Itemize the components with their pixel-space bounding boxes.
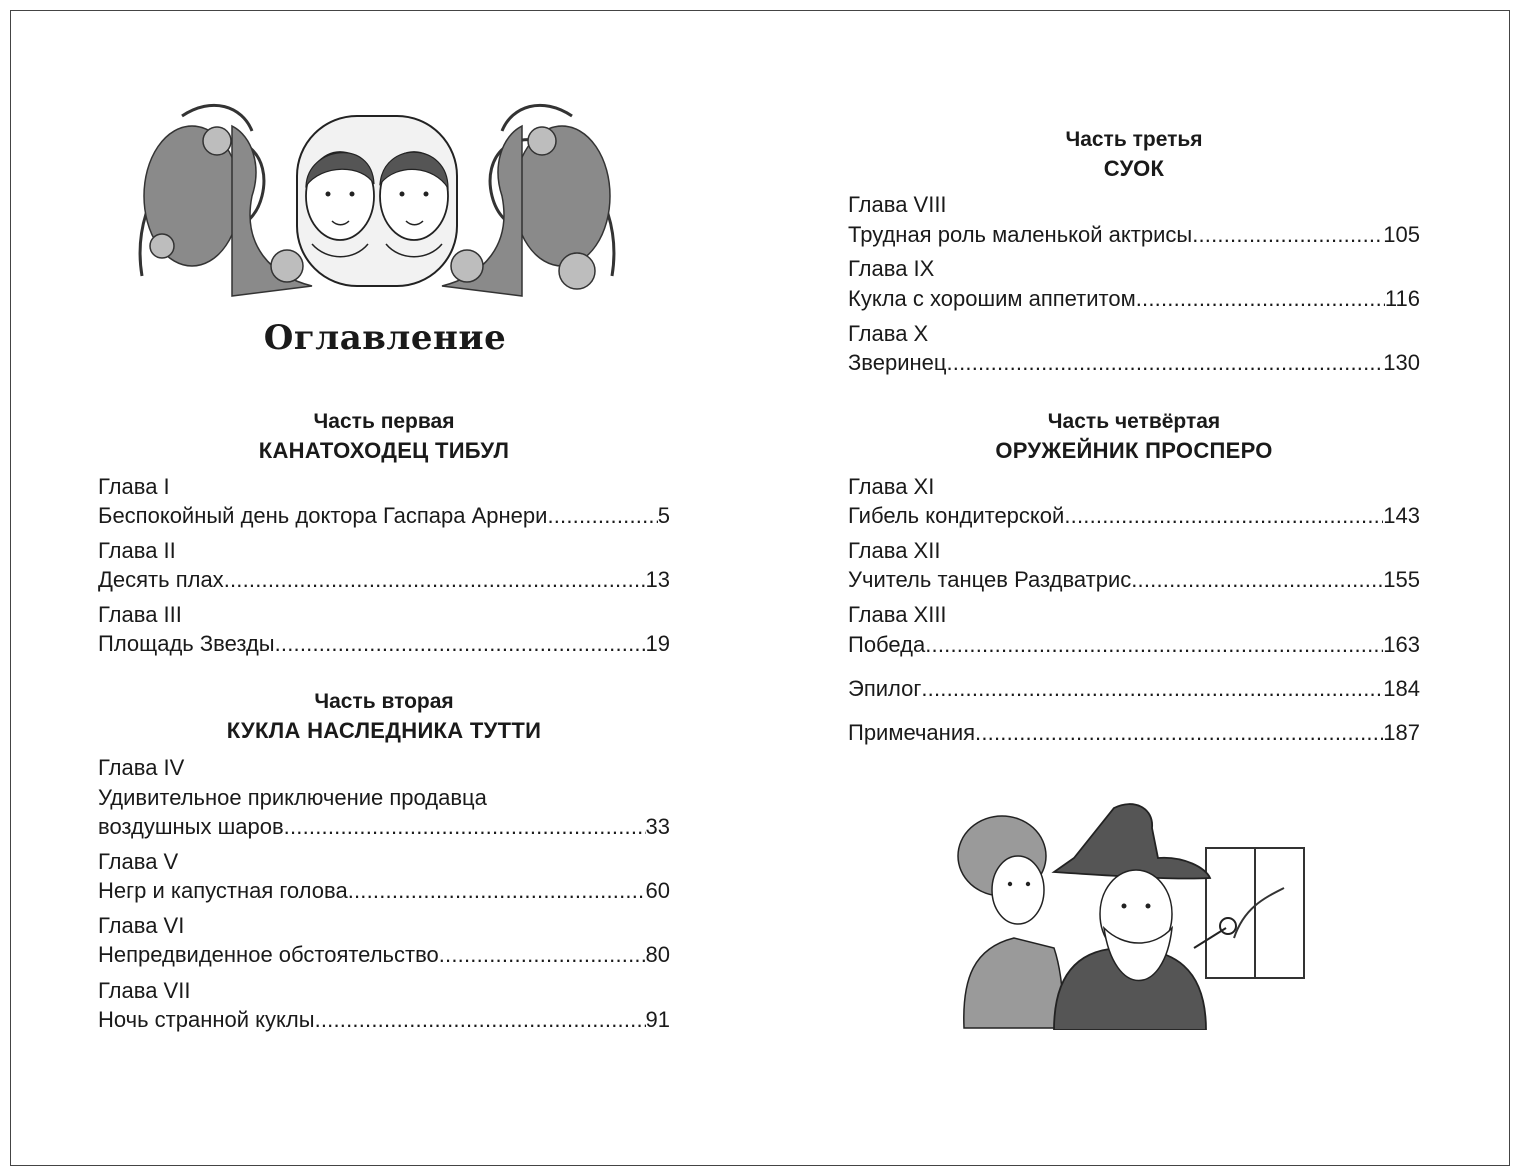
toc-entry[interactable] xyxy=(848,348,1420,378)
page-number: 163 xyxy=(1383,632,1420,657)
dot-leader xyxy=(1192,220,1383,250)
chapter-label: Глава VI xyxy=(98,913,185,938)
part-label: Часть вторая xyxy=(314,690,454,713)
chapter-title[interactable]: Удивительное приключение продавца xyxy=(98,785,487,810)
chapter-title: Негр и капустная голова xyxy=(98,878,348,903)
dot-leader xyxy=(925,630,1383,660)
toc-entry[interactable] xyxy=(98,501,670,531)
page-number: 116 xyxy=(1384,286,1420,311)
page-number: 5 xyxy=(657,503,670,528)
toc-entry[interactable] xyxy=(848,565,1420,595)
toc-entry-notes[interactable] xyxy=(848,718,1420,748)
chapter-title: Кукла с хорошим аппетитом xyxy=(848,286,1136,311)
toc-entry[interactable] xyxy=(98,1005,670,1035)
page-number: 60 xyxy=(645,878,670,903)
part-label: Часть четвёртая xyxy=(1047,410,1221,433)
chapter-title: Победа xyxy=(848,632,926,657)
chapter-title: Примечания xyxy=(848,720,976,745)
part-label: Часть третья xyxy=(1065,128,1203,151)
toc-entry[interactable] xyxy=(98,876,670,906)
dot-leader xyxy=(224,565,646,595)
page-number: 13 xyxy=(645,567,670,592)
chapter-label: Глава IX xyxy=(848,256,935,281)
part-label: Часть первая xyxy=(313,410,455,433)
dot-leader xyxy=(348,876,646,906)
dot-leader xyxy=(284,812,646,842)
chapter-title: Беспокойный день доктора Гаспара Арнери xyxy=(98,503,548,528)
toc-entry[interactable] xyxy=(98,940,670,970)
chapter-label: Глава I xyxy=(98,474,170,499)
page-number: 33 xyxy=(645,814,670,839)
page-number: 143 xyxy=(1383,503,1420,528)
chapter-label: Глава XII xyxy=(848,538,941,563)
chapter-label: Глава III xyxy=(98,602,182,627)
page-number: 155 xyxy=(1383,567,1420,592)
chapter-label: Глава IV xyxy=(98,755,185,780)
chapter-title: Ночь странной куклы xyxy=(98,1007,315,1032)
page-number: 130 xyxy=(1383,350,1420,375)
chapter-label: Глава V xyxy=(98,849,179,874)
part-title: ОРУЖЕЙНИК ПРОСПЕРО xyxy=(995,438,1273,463)
chapter-label: Глава X xyxy=(848,321,929,346)
dot-leader xyxy=(315,1005,646,1035)
dot-leader xyxy=(275,629,646,659)
dot-leader xyxy=(975,718,1383,748)
dot-leader xyxy=(439,940,646,970)
page-title: Оглавление xyxy=(263,318,507,358)
chapter-label: Глава XI xyxy=(848,474,935,499)
part-title: СУОК xyxy=(1103,156,1165,181)
chapter-label: Глава XIII xyxy=(848,602,947,627)
chapter-title: Зверинец xyxy=(848,350,947,375)
dot-leader xyxy=(946,348,1383,378)
toc-entry[interactable] xyxy=(98,565,670,595)
toc-left-column xyxy=(98,0,670,1176)
page-number: 187 xyxy=(1383,720,1420,745)
toc-entry[interactable] xyxy=(848,284,1420,314)
chapter-title: Непредвиденное обстоятельство xyxy=(98,942,439,967)
chapter-title: Учитель танцев Раздватрис xyxy=(848,567,1132,592)
chapter-title: Эпилог xyxy=(848,676,922,701)
dot-leader xyxy=(1136,284,1385,314)
chapter-label: Глава VII xyxy=(98,978,191,1003)
chapter-title: Площадь Звезды xyxy=(98,631,275,656)
page-number: 184 xyxy=(1383,676,1420,701)
part-title: КАНАТОХОДЕЦ ТИБУЛ xyxy=(258,438,510,463)
toc-entry[interactable] xyxy=(98,629,670,659)
chapter-title: Трудная роль маленькой актрисы xyxy=(848,222,1193,247)
chapter-label: Глава II xyxy=(98,538,176,563)
toc-entry[interactable] xyxy=(848,501,1420,531)
dot-leader xyxy=(921,674,1383,704)
dot-leader xyxy=(1064,501,1383,531)
page-number: 105 xyxy=(1383,222,1420,247)
toc-entry-epilogue[interactable] xyxy=(848,674,1420,704)
toc-entry[interactable] xyxy=(98,812,670,842)
page-number: 91 xyxy=(645,1007,670,1032)
chapter-title: воздушных шаров xyxy=(98,814,284,839)
chapter-title: Десять плах xyxy=(98,567,224,592)
chapter-label: Глава VIII xyxy=(848,192,947,217)
chapter-title: Гибель кондитерской xyxy=(848,503,1065,528)
characters-illustration xyxy=(944,798,1306,1030)
toc-entry[interactable] xyxy=(848,220,1420,250)
part-title: КУКЛА НАСЛЕДНИКА ТУТТИ xyxy=(226,718,542,743)
page-number: 80 xyxy=(645,942,670,967)
toc-entry[interactable] xyxy=(848,630,1420,660)
dot-leader xyxy=(1131,565,1383,595)
page-number: 19 xyxy=(645,631,670,656)
dot-leader xyxy=(547,501,657,531)
